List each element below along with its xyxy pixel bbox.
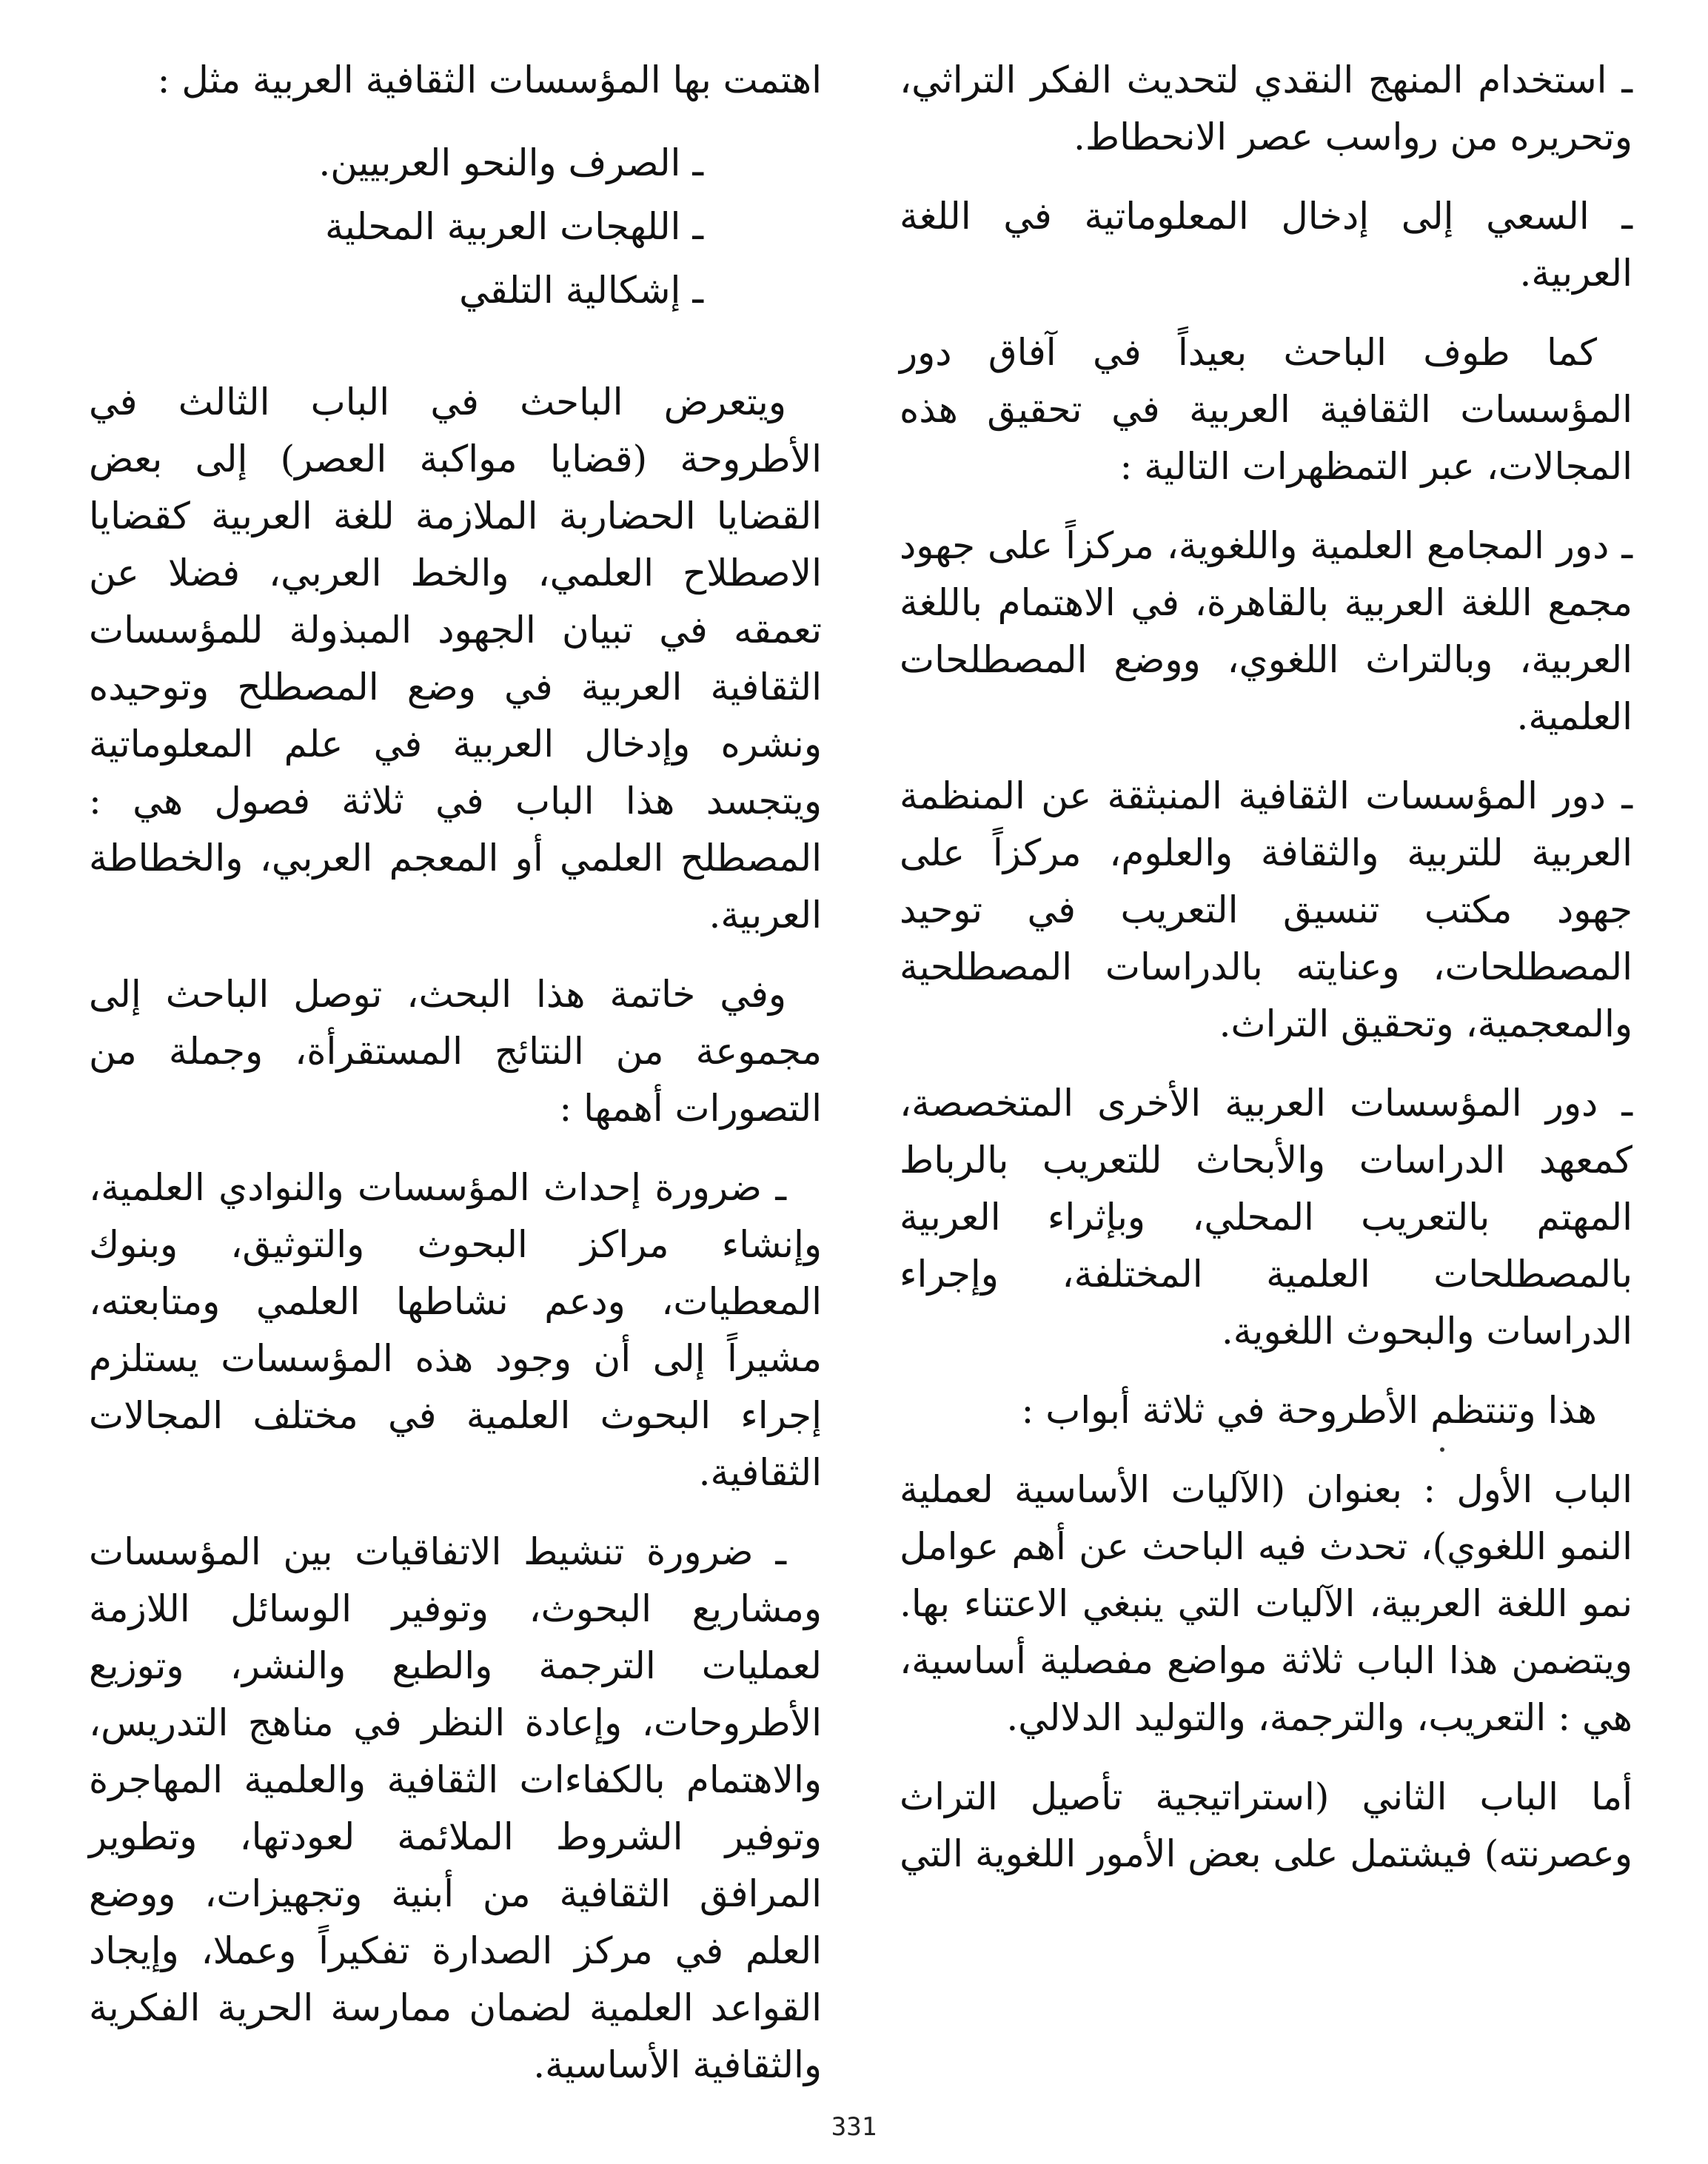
list-item: ـ اللهجات العربية المحلية [324, 205, 703, 248]
paragraph: ويتعرض الباحث في الباب الثالث في الأطروحة (قضايا مواكبة العصر) إلى بعض القضايا الحضاربة الملازمة للغة العربية كقضايا الاصطلاح العلمي، والخط العربي، فضلا عن تعمقه في تبيان الجهود المبذولة للمؤسسات الثقافية العربية في وضع المصطلح وتوحيده ونشره وإدخال العربية في علم المعلوماتية ويتجسد هذا الباب في ثلاثة فصول هي : المصطلح العلمي أو المعجم العربي، والخطاطة العربية. [89, 381, 822, 937]
paragraph: ـ السعي إلى إدخال المعلوماتية في اللغة العربية. [900, 195, 1632, 295]
paragraph: أما الباب الثاني (استراتيجية تأصيل التراث وعصرنته) فيشتمل على بعض الأمور اللغوية التي [900, 1775, 1632, 1875]
paragraph: ـ استخدام المنهج النقدي لتحديث الفكر التراثي، وتحريره من رواسب عصر الانحطاط. [900, 58, 1632, 158]
paragraph: كما طوف الباحث بعيداً في آفاق دور المؤسسات الثقافية العربية في تحقيق هذه المجالات، عبر التمظهرات التالية : [900, 331, 1632, 488]
left-column [89, 52, 822, 2086]
paragraph: وفي خاتمة هذا البحث، توصل الباحث إلى مجموعة من النتائج المستقرأة، وجملة من التصورات أهمها : [89, 973, 822, 1130]
paragraph: ـ دور المؤسسات الثقافية المنبثقة عن المنظمة العربية للتربية والثقافة والعلوم، مركزاً على جهود مكتب تنسيق التعريب في توحيد المصطلحات، وعنايته بالدراسات المصطلحية والمعجمية، وتحقيق التراث. [900, 774, 1632, 1045]
page-number: 331 [831, 2112, 877, 2142]
list-item: ـ إشكالية التلقي [459, 269, 703, 312]
right-column [900, 52, 1632, 2060]
list-item: ـ الصرف والنحو العربيين. [318, 141, 703, 184]
paragraph: ـ دور المجامع العلمية واللغوية، مركزاً على جهود مجمع اللغة العربية بالقاهرة، في الاهتمام باللغة العربية، وبالتراث اللغوي، ووضع المصطلحات العلمية. [900, 524, 1632, 738]
paragraph: هذا وتنتظم الأطروحة في ثلاثة أبواب : [1021, 1389, 1597, 1432]
paragraph: ـ ضرورة تنشيط الاتفاقيات بين المؤسسات ومشاريع البحوث، وتوفير الوسائل اللازمة لعمليات الترجمة والطبع والنشر، وتوزيع الأطروحات، وإعادة النظر في مناهج التدريس، والاهتمام بالكفاءات الثقافية والعلمية المهاجرة وتوفير الشروط الملائمة لعودتها، وتطوير المرافق الثقافية من أبنية وتجهيزات، ووضع العلم في مركز الصدارة تفكيراً وعملا، وإيجاد القواعد العلمية لضمان ممارسة الحرية الفكرية والثقافية الأساسية. [89, 1530, 822, 2086]
paragraph: الباب الأول : بعنوان (الآليات الأساسية لعملية النمو اللغوي)، تحدث فيه الباحث عن أهم عوامل نمو اللغة العربية، الآليات التي ينبغي الاعتناء بها. ويتضمن هذا الباب ثلاثة مواضع مفصلية أساسية، هي : التعريب، والترجمة، والتوليد الدلالي. [900, 1468, 1632, 1739]
paragraph: اهتمت بها المؤسسات الثقافية العربية مثل : [157, 58, 822, 101]
scan-speck [1440, 1447, 1444, 1452]
paragraph: ـ دور المؤسسات العربية الأخرى المتخصصة، كمعهد الدراسات والأبحاث للتعريب بالرباط المهتم بالتعريب المحلي، وبإثراء العربية بالمصطلحات العلمية المختلفة، وإجراء الدراسات والبحوث اللغوية. [900, 1082, 1632, 1353]
paragraph: ـ ضرورة إحداث المؤسسات والنوادي العلمية، وإنشاء مراكز البحوث والتوثيق، وبنوك المعطيات، ودعم نشاطها العلمي ومتابعته، مشيراً إلى أن وجود هذه المؤسسات يستلزم إجراء البحوث العلمية في مختلف المجالات الثقافية. [89, 1166, 822, 1494]
topics-list [89, 131, 822, 322]
